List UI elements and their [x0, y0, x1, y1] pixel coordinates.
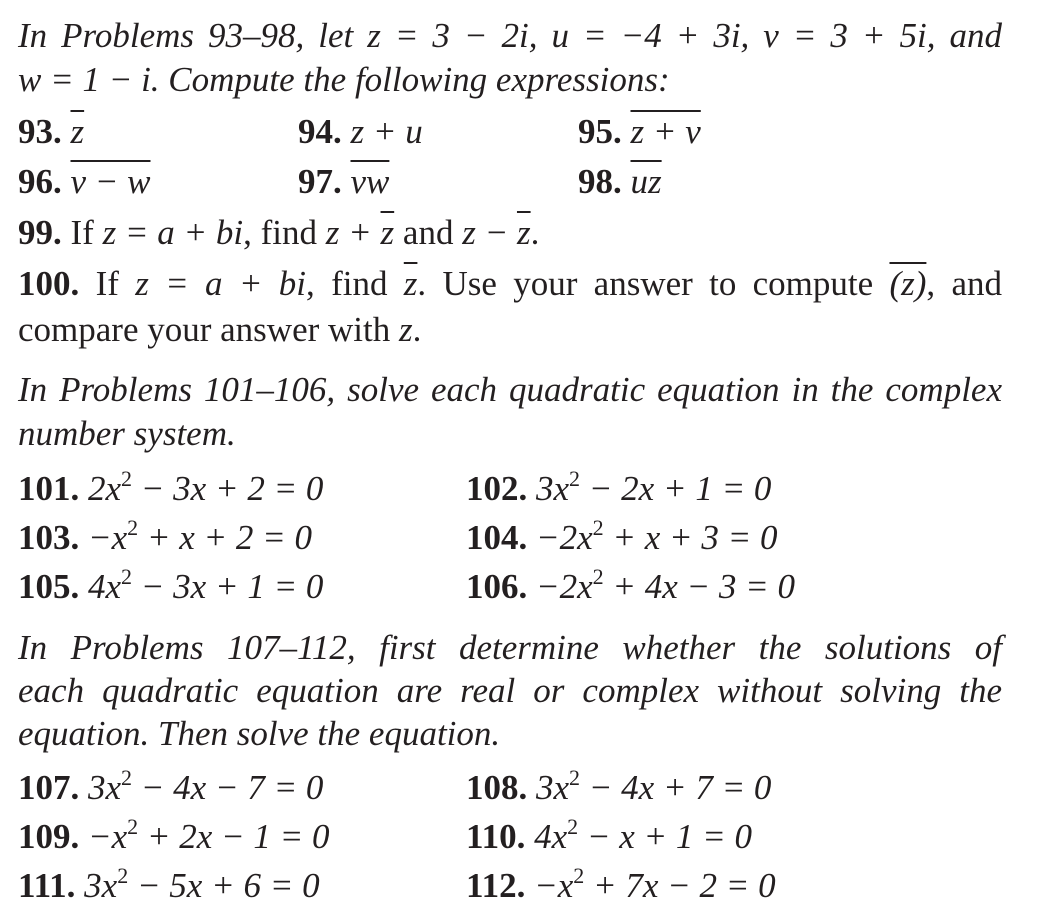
- problem-number: 108.: [466, 768, 528, 807]
- problem-94: [298, 112, 423, 152]
- equation: $-2x^2 + x + 3 = 0$: [536, 515, 778, 557]
- equation: $3x^2 - 2x + 1 = 0$: [536, 466, 772, 508]
- problem-number: 106.: [466, 567, 528, 606]
- math: z +: [325, 213, 381, 252]
- intro-93-98-line1: In Problems 93–98, let z = 3 − 2i, u = −4 + 3i, v = 3 + 5i, and: [18, 16, 1002, 55]
- equation: $4x^2 - x + 1 = 0$: [534, 814, 753, 856]
- intro-101-106-line2: number system.: [18, 414, 236, 453]
- equation: $-x^2 + x + 2 = 0$: [88, 515, 313, 557]
- problem-108: [466, 765, 771, 808]
- problem-expression: v − w: [70, 162, 151, 201]
- math: z: [398, 310, 413, 349]
- problem-number: 104.: [466, 518, 528, 557]
- equation: $3x^2 - 4x - 7 = 0$: [88, 765, 324, 807]
- intro-107-112-line3: equation. Then solve the equation.: [18, 714, 501, 753]
- problem-109: [18, 814, 330, 857]
- problem-number: 102.: [466, 469, 528, 508]
- equation: $3x^2 - 5x + 6 = 0$: [84, 863, 320, 905]
- problem-102: [466, 466, 771, 509]
- text: , find: [243, 213, 318, 252]
- text: .: [530, 213, 540, 252]
- problem-expression: $\overline{vw}$: [350, 162, 390, 201]
- text: If: [95, 264, 119, 303]
- problem-number: 101.: [18, 469, 80, 508]
- problem-expression: $\overline{z}$: [70, 112, 85, 151]
- problem-expression: $\overline{uz}$: [630, 162, 662, 201]
- equation: $2x^2 - 3x + 2 = 0$: [88, 466, 324, 508]
- equation: $3x^2 - 4x + 7 = 0$: [536, 765, 772, 807]
- problem-number: 95.: [578, 112, 622, 151]
- intro-101-106-line1: In Problems 101–106, solve each quadratic equation in the complex: [18, 370, 1002, 409]
- problem-100-line1: [18, 264, 1002, 304]
- math-conjugate: $\overline{z}$: [380, 213, 395, 252]
- problem-97: [298, 162, 389, 202]
- text: compare your answer with: [18, 310, 391, 349]
- text: , find: [306, 264, 388, 303]
- problem-99: [18, 213, 539, 253]
- problem-100-line2: [18, 310, 421, 350]
- problem-number: 94.: [298, 112, 342, 151]
- problem-104: [466, 515, 778, 558]
- problem-111: [18, 863, 320, 906]
- math-conjugate: $\overline{z}$: [403, 264, 418, 303]
- math: z = a + bi: [102, 213, 244, 252]
- problem-number: 100.: [18, 264, 80, 303]
- equation: $-x^2 + 7x - 2 = 0$: [534, 863, 776, 905]
- intro-107-112-line2: each quadratic equation are real or complex without solving the: [18, 671, 1002, 710]
- problem-number: 103.: [18, 518, 80, 557]
- text: and: [402, 213, 454, 252]
- problem-95: [578, 112, 701, 152]
- problem-96: [18, 162, 151, 202]
- problem-number: 110.: [466, 817, 526, 856]
- equation: $-x^2 + 2x - 1 = 0$: [88, 814, 330, 856]
- equation: $-2x^2 + 4x - 3 = 0$: [536, 564, 796, 606]
- math-conjugate: $\overline{z}$: [516, 213, 531, 252]
- text: .: [412, 310, 422, 349]
- problem-93: [18, 112, 84, 152]
- math: z = a + bi: [135, 264, 307, 303]
- problem-101: [18, 466, 323, 509]
- problem-number: 96.: [18, 162, 62, 201]
- problem-number: 112.: [466, 866, 526, 905]
- math: z −: [462, 213, 517, 252]
- problem-number: 105.: [18, 567, 80, 606]
- problem-106: [466, 564, 795, 607]
- problem-number: 109.: [18, 817, 80, 856]
- problem-112: [466, 863, 776, 906]
- intro-93-98-line2: w = 1 − i. Compute the following expressions:: [18, 60, 670, 99]
- problem-107: [18, 765, 323, 808]
- text: If: [70, 213, 94, 252]
- problem-expression: z + v: [630, 112, 701, 151]
- problem-number: 98.: [578, 162, 622, 201]
- text: . Use your answer to compute: [417, 264, 874, 303]
- problem-number: 111.: [18, 866, 76, 905]
- equation: $4x^2 - 3x + 1 = 0$: [88, 564, 324, 606]
- problem-105: [18, 564, 323, 607]
- problem-110: [466, 814, 752, 857]
- problem-number: 97.: [298, 162, 342, 201]
- problem-number: 99.: [18, 213, 62, 252]
- problem-103: [18, 515, 312, 558]
- problem-number: 93.: [18, 112, 62, 151]
- problem-expression: z + u: [350, 112, 423, 151]
- math-double-conjugate: (z): [889, 264, 927, 303]
- text: , and: [926, 264, 1003, 303]
- problem-number: 107.: [18, 768, 80, 807]
- problem-98: [578, 162, 662, 202]
- intro-107-112-line1: In Problems 107–112, first determine whether the solutions of: [18, 628, 1002, 667]
